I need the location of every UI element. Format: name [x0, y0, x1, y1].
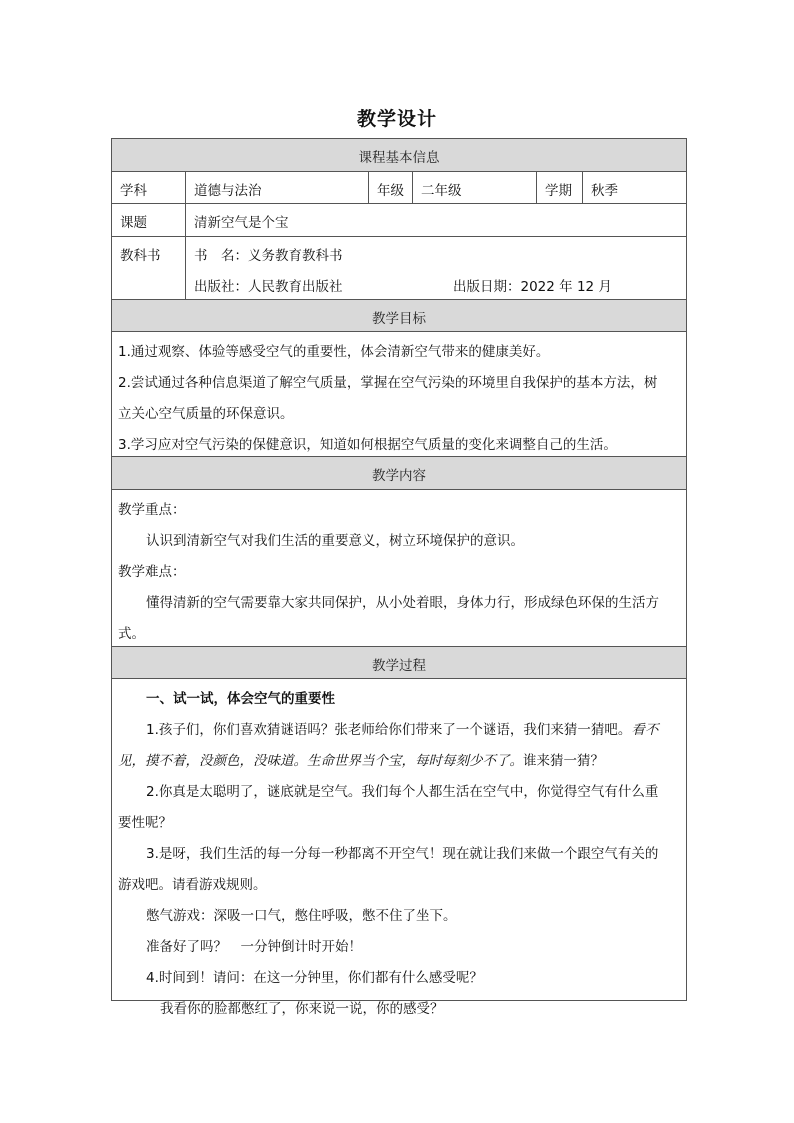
focus-label: 教学重点：: [118, 502, 186, 518]
difficulty-label: 教学难点：: [118, 564, 186, 580]
section-title: 课程基本信息: [358, 150, 440, 166]
section-title: 教学目标: [372, 311, 426, 327]
term-label: 学期: [545, 183, 572, 199]
focus-text: 认识到清新空气对我们生活的重要意义，树立环境保护的意识。: [146, 533, 524, 549]
process-step-1-line-2: [118, 749, 604, 769]
section-header-content: [112, 456, 686, 489]
book-name: 书 名：义务教育教科书: [194, 248, 343, 264]
section-header-basic-info: [112, 139, 686, 171]
topic-value-cell: [185, 204, 686, 236]
objective-2-line-1: 2.尝试通过各种信息渠道了解空气质量，掌握在空气污染的环境里自我保护的基本方法，树: [118, 375, 658, 391]
page-title: 教学设计: [356, 108, 437, 130]
objectives-body: [112, 331, 686, 456]
section-title: 教学内容: [372, 468, 426, 484]
lesson-table: [111, 138, 687, 1017]
subject-value: 道德与法治: [194, 183, 262, 199]
process-step-1-line-1: [146, 718, 658, 738]
textbook-value-cell: [185, 237, 686, 299]
textbook-label-cell: [112, 237, 185, 299]
textbook-row: [112, 236, 686, 299]
difficulty-line-2: 式。: [118, 626, 145, 642]
topic-value: 清新空气是个宝: [194, 215, 289, 231]
objective-1: 1.通过观察、体验等感受空气的重要性，体会清新空气带来的健康美好。: [118, 344, 550, 360]
grade-value-cell: [412, 172, 536, 203]
subject-row: [112, 171, 686, 203]
topic-label-cell: [112, 204, 185, 236]
process-heading: 一、试一试，体会空气的重要性: [146, 691, 335, 707]
objective-3: 3.学习应对空气污染的保健意识，知道如何根据空气质量的变化来调整自己的生活。: [118, 437, 617, 453]
content-body: [112, 489, 686, 646]
process-step-4: 4.时间到！请问：在这一分钟里，你们都有什么感受呢？: [146, 970, 483, 986]
difficulty-line-1: 懂得清新的空气需要靠大家共同保护，从小处着眼，身体力行，形成绿色环保的生活方: [146, 595, 659, 611]
topic-row: [112, 203, 686, 236]
term-value-cell: [582, 172, 686, 203]
riddle-text-start: 看不: [631, 722, 659, 738]
subject-value-cell: [185, 172, 368, 203]
section-header-process: [112, 646, 686, 678]
step-1-text: 1.孩子们，你们喜欢猜谜语吗？张老师给你们带来了一个谜语，我们来猜一猜吧。: [146, 722, 632, 738]
publisher: 出版社：人民教育出版社: [194, 279, 343, 295]
grade-value: 二年级: [421, 183, 462, 199]
process-step-4-followup: 我看你的脸都憋红了，你来说一说，你的感受？: [160, 1001, 444, 1017]
process-step-2-line-1: 2.你真是太聪明了，谜底就是空气。我们每个人都生活在空气中，你觉得空气有什么重: [146, 784, 659, 800]
game-rules: 憋气游戏：深吸一口气，憋住呼吸，憋不住了坐下。: [146, 908, 457, 924]
process-step-3-line-2: 游戏吧。请看游戏规则。: [118, 877, 267, 893]
publish-date: 出版日期：2022 年 12 月: [453, 279, 612, 295]
grade-label-cell: [368, 172, 412, 203]
term-value: 秋季: [591, 183, 618, 199]
process-body: [112, 678, 686, 1017]
subject-label: 学科: [120, 183, 147, 199]
countdown-start: 准备好了吗？ 一分钟倒计时开始！: [146, 939, 362, 955]
section-title: 教学过程: [372, 658, 426, 674]
textbook-label: 教科书: [120, 248, 161, 264]
term-label-cell: [536, 172, 582, 203]
step-1-question: 谁来猜一猜？: [523, 753, 604, 769]
subject-label-cell: [112, 172, 185, 203]
objective-2-line-2: 立关心空气质量的环保意识。: [118, 406, 294, 422]
grade-label: 年级: [377, 183, 404, 199]
process-step-3-line-1: 3.是呀，我们生活的每一分每一秒都离不开空气！现在就让我们来做一个跟空气有关的: [146, 846, 659, 862]
section-header-objectives: [112, 299, 686, 331]
topic-label: 课题: [120, 215, 147, 231]
riddle-text: 见，摸不着，没颜色，没味道。生命世界当个宝，每时每刻少不了。: [118, 753, 523, 769]
process-step-2-line-2: 要性呢？: [118, 815, 172, 831]
